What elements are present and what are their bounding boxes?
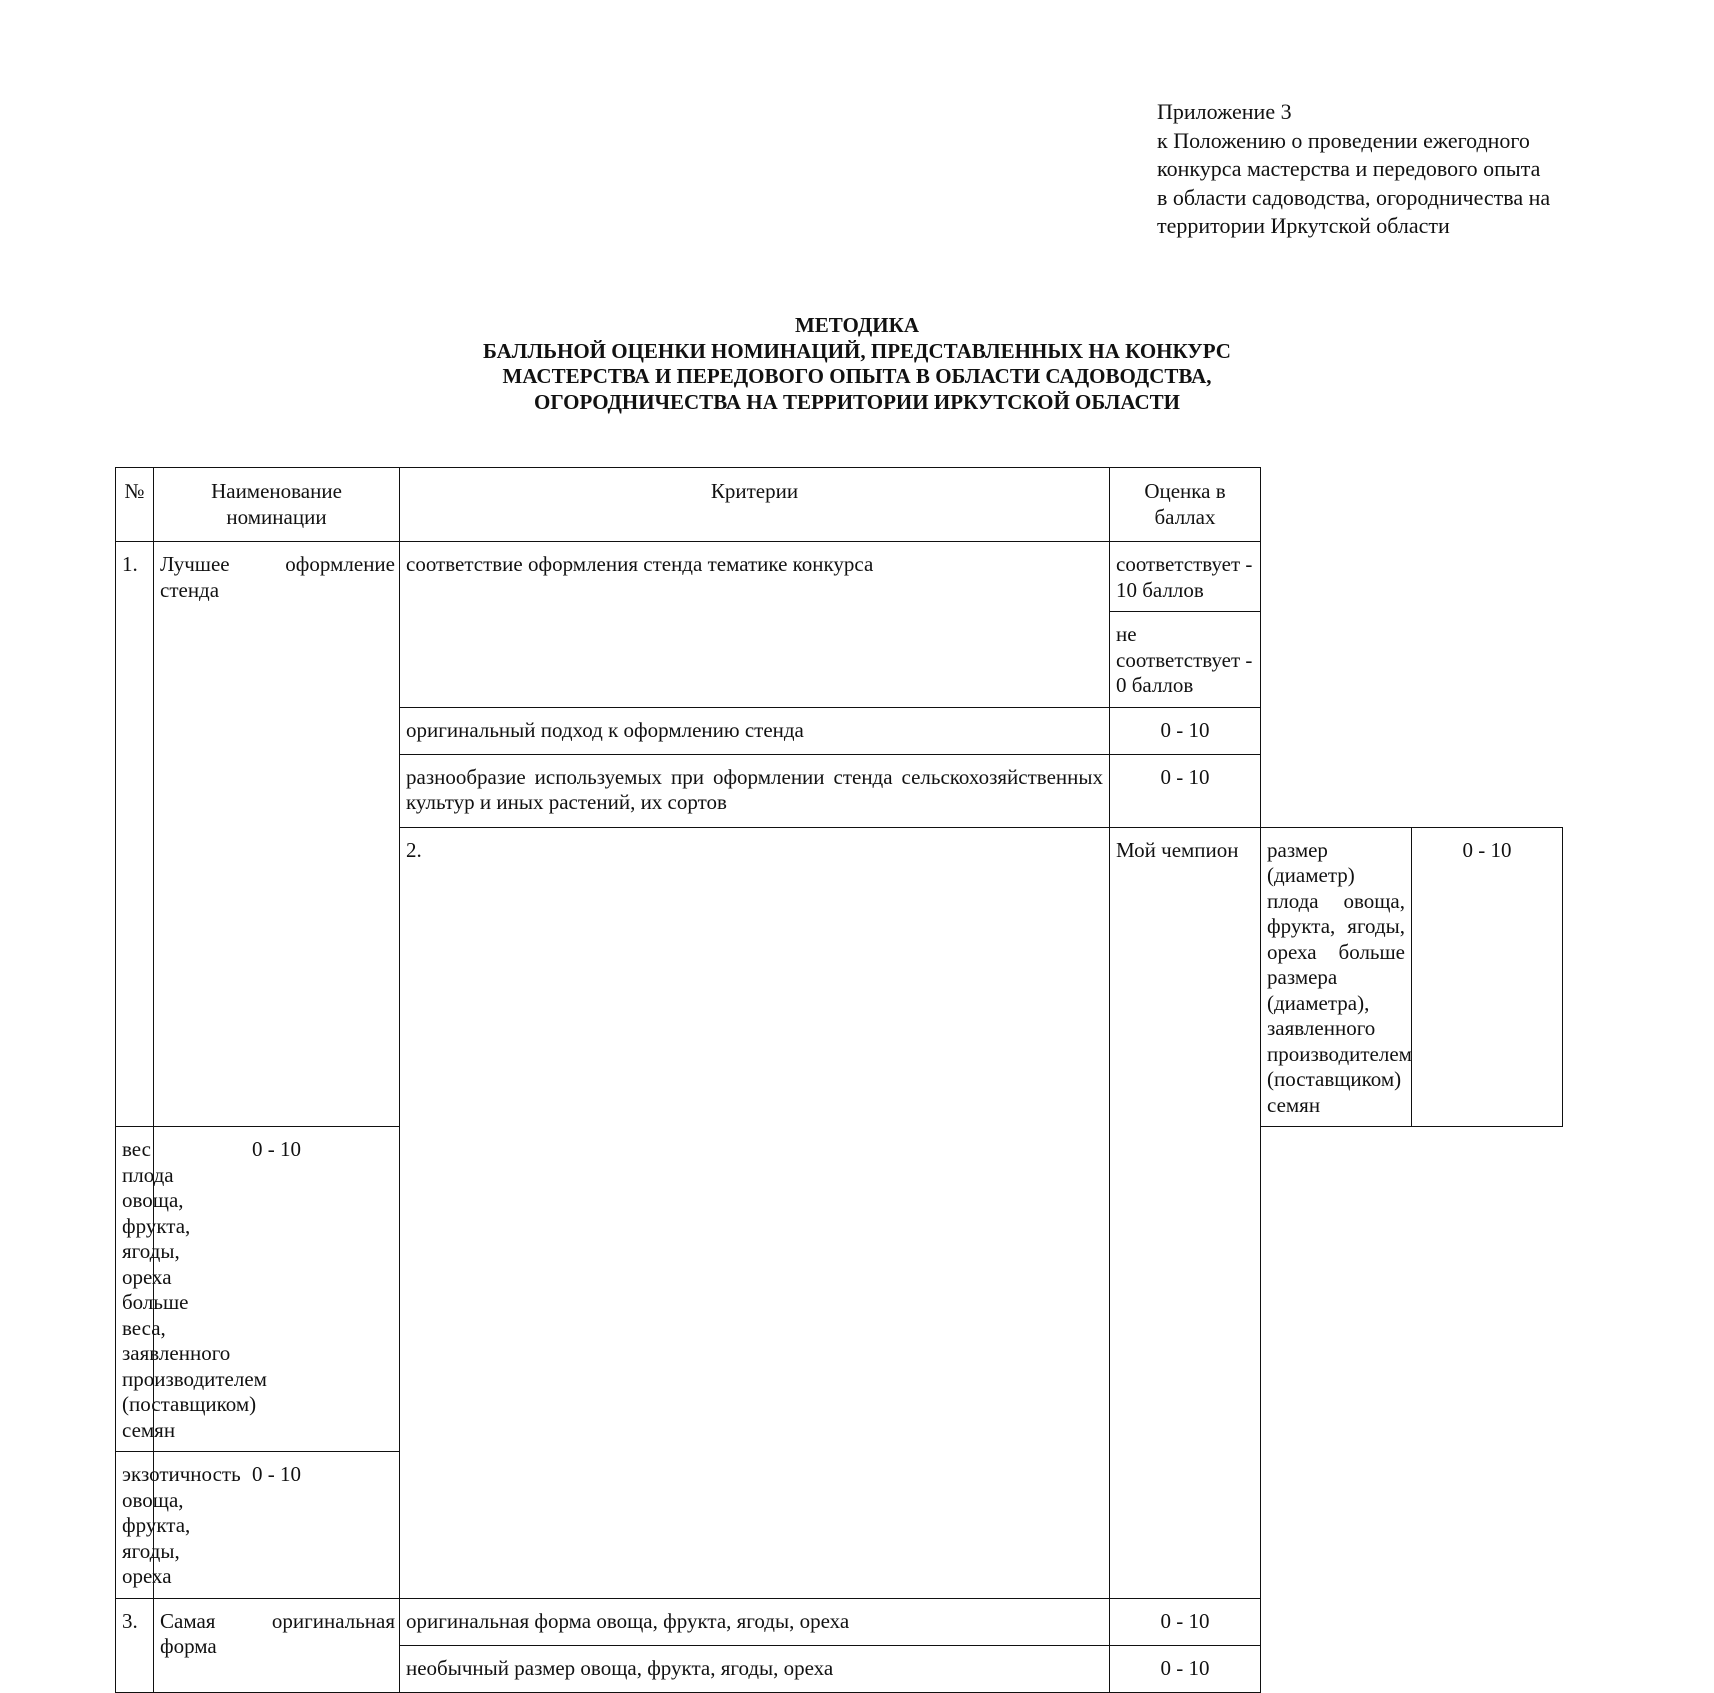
criterion-text: оригинальная форма овоща, фрукта, ягоды, ореха [400,1598,1110,1645]
title-line: БАЛЛЬНОЙ ОЦЕНКИ НОМИНАЦИЙ, ПРЕДСТАВЛЕННЫХ НА КОНКУРС [483,338,1231,363]
scoring-table [115,467,1563,1693]
nomination-name: Мой чемпион [1110,827,1261,1598]
criterion-text: размер (диаметр) плода овоща, фрукта, ягоды, ореха больше размера (диаметра), заявленного производителем (поставщиком) семян [1261,827,1412,1127]
score-cell: 0 - 10 [1110,1598,1261,1645]
header-num: № [116,468,154,542]
criterion-text: разнообразие используемых при оформлении стенда сельскохозяйственных культур и иных растений, их сортов [400,754,1110,827]
criterion-text: оригинальный подход к оформлению стенда [400,707,1110,754]
score-cell: 0 - 10 [154,1127,400,1452]
title-line: МЕТОДИКА [794,313,920,337]
score-cell: соответствует - 10 баллов [1110,542,1261,612]
criterion-text: экзотичность овоща, фрукта, ягоды, ореха [116,1452,154,1599]
header-nomination: Наименование номинации [154,468,400,542]
score-cell: 0 - 10 [154,1452,400,1599]
title-line: МАСТЕРСТВА И ПЕРЕДОВОГО ОПЫТА В ОБЛАСТИ САДОВОДСТВА, [502,364,1212,388]
score-cell: не соответствует - 0 баллов [1110,612,1261,708]
criterion-text: необычный размер овоща, фрукта, ягоды, ореха [400,1645,1110,1692]
appendix-line: Приложение 3 [1157,99,1292,124]
section-number: 1. [116,542,154,1127]
title-line: ОГОРОДНИЧЕСТВА НА ТЕРРИТОРИИ ИРКУТСКОЙ ОБЛАСТИ [533,389,1181,414]
header-score: Оценка в баллах [1110,468,1261,542]
nomination-name: Самая оригинальная форма [154,1598,400,1692]
appendix-line: в области садоводства, огородничества на [1157,184,1551,210]
nomination-name: Лучшее оформление стенда [154,542,400,1127]
appendix-line: к Положению о проведении ежегодного [1157,127,1530,153]
score-cell: 0 - 10 [1110,1645,1261,1692]
criterion-text: соответствие оформления стенда тематике конкурса [400,542,1110,708]
header-criteria: Критерии [400,468,1110,542]
section-number: 2. [400,827,1110,1598]
appendix-line: конкурса мастерства и передового опыта [1157,156,1541,181]
appendix-reference [1157,98,1637,241]
appendix-line: территории Иркутской области [1157,213,1450,238]
table-header-row [116,468,1563,542]
section-number: 3. [116,1598,154,1692]
score-cell: 0 - 10 [1110,754,1261,827]
table-row [116,1598,1563,1645]
score-cell: 0 - 10 [1110,707,1261,754]
score-cell: 0 - 10 [1412,827,1563,1127]
document-title [0,313,1714,415]
criterion-text: вес плода овоща, фрукта, ягоды, ореха больше веса, заявленного производителем (поставщиком) семян [116,1127,154,1452]
table-row [116,542,1563,612]
